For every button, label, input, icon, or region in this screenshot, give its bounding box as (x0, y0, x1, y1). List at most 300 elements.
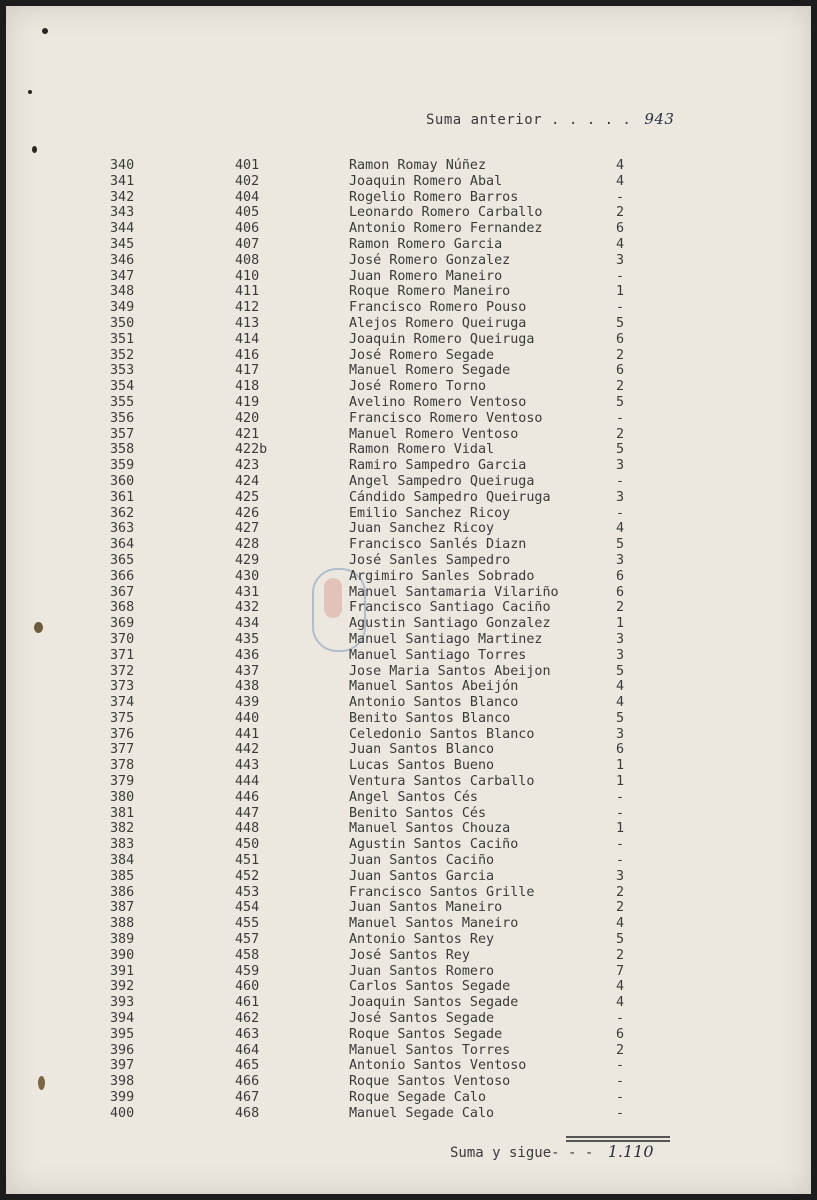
total-underline (566, 1136, 670, 1138)
count-value: - (616, 837, 625, 853)
row-number: 351 (110, 331, 135, 347)
row-number: 367 (110, 584, 135, 600)
table-row (6, 474, 811, 490)
count-value: 5 (616, 442, 625, 458)
row-number: 384 (110, 853, 135, 869)
entry-number: 459 (235, 963, 260, 979)
count-value: 4 (616, 236, 625, 252)
table-row (6, 1106, 811, 1122)
count-value: 5 (616, 394, 625, 410)
document-page (6, 6, 811, 1194)
table-row (6, 1058, 811, 1074)
entry-number: 436 (235, 647, 260, 663)
entry-number: 418 (235, 379, 260, 395)
count-value: 5 (616, 537, 625, 553)
table-row (6, 774, 811, 790)
person-name: Francisco Santiago Caciño (349, 600, 551, 616)
person-name: Joaquin Romero Abal (349, 173, 503, 189)
row-number: 364 (110, 537, 135, 553)
count-value: 4 (616, 916, 625, 932)
person-name: Roque Santos Ventoso (349, 1074, 511, 1090)
person-name: Avelino Romero Ventoso (349, 394, 527, 410)
person-name: Antonio Santos Ventoso (349, 1058, 527, 1074)
row-number: 395 (110, 1026, 135, 1042)
row-number: 363 (110, 521, 135, 537)
table-row (6, 948, 811, 964)
person-name: Manuel Santos Abeijón (349, 679, 519, 695)
count-value: 2 (616, 205, 625, 221)
count-value: - (616, 268, 625, 284)
entry-number: 402 (235, 173, 260, 189)
count-value: 4 (616, 521, 625, 537)
row-number: 369 (110, 616, 135, 632)
count-value: - (616, 805, 625, 821)
table-row (6, 979, 811, 995)
row-number: 390 (110, 947, 135, 963)
row-number: 366 (110, 568, 135, 584)
table-row (6, 553, 811, 569)
table-row (6, 1027, 811, 1043)
entry-number: 421 (235, 426, 260, 442)
entry-number: 446 (235, 789, 260, 805)
entry-number: 424 (235, 473, 260, 489)
table-row (6, 790, 811, 806)
entry-number: 427 (235, 521, 260, 537)
person-name: Manuel Santos Chouza (349, 821, 511, 837)
count-value: - (616, 300, 625, 316)
person-name: Francisco Romero Ventoso (349, 410, 543, 426)
row-number: 360 (110, 473, 135, 489)
entry-number: 430 (235, 568, 260, 584)
table-row (6, 174, 811, 190)
count-value: - (616, 1011, 625, 1027)
count-value: 3 (616, 252, 625, 268)
previous-sum-value: 943 (644, 110, 675, 128)
table-row (6, 853, 811, 869)
person-name: Manuel Santos Torres (349, 1042, 511, 1058)
table-row (6, 632, 811, 648)
person-name: Juan Romero Maneiro (349, 268, 503, 284)
person-name: Manuel Santiago Torres (349, 647, 527, 663)
register-list (6, 158, 811, 1122)
row-number: 345 (110, 236, 135, 252)
entry-number: 435 (235, 631, 260, 647)
count-value: - (616, 789, 625, 805)
person-name: Manuel Romero Segade (349, 363, 511, 379)
count-value: 2 (616, 379, 625, 395)
row-number: 359 (110, 458, 135, 474)
person-name: Agustin Santos Caciño (349, 837, 519, 853)
table-row (6, 190, 811, 206)
table-row (6, 585, 811, 601)
table-row (6, 237, 811, 253)
count-value: - (616, 1105, 625, 1121)
count-value: 6 (616, 1026, 625, 1042)
table-row (6, 269, 811, 285)
row-number: 376 (110, 726, 135, 742)
count-value: - (616, 505, 625, 521)
row-number: 349 (110, 300, 135, 316)
entry-number: 468 (235, 1105, 260, 1121)
entry-number: 404 (235, 189, 260, 205)
entry-number: 437 (235, 663, 260, 679)
count-value: 6 (616, 363, 625, 379)
row-number: 368 (110, 600, 135, 616)
row-number: 346 (110, 252, 135, 268)
table-row (6, 300, 811, 316)
row-number: 377 (110, 742, 135, 758)
entry-number: 466 (235, 1074, 260, 1090)
count-value: - (616, 189, 625, 205)
person-name: Ramon Romero Garcia (349, 236, 503, 252)
person-name: Manuel Santamaria Vilariño (349, 584, 559, 600)
table-row (6, 679, 811, 695)
table-row (6, 995, 811, 1011)
row-number: 381 (110, 805, 135, 821)
person-name: Ramon Romay Núñez (349, 158, 487, 173)
table-row (6, 664, 811, 680)
person-name: Francisco Romero Pouso (349, 300, 527, 316)
entry-number: 444 (235, 774, 260, 790)
row-number: 362 (110, 505, 135, 521)
table-row (6, 616, 811, 632)
table-row (6, 379, 811, 395)
row-number: 396 (110, 1042, 135, 1058)
entry-number: 452 (235, 868, 260, 884)
entry-number: 457 (235, 932, 260, 948)
count-value: 1 (616, 284, 625, 300)
person-name: Antonio Romero Fernandez (349, 221, 543, 237)
table-row (6, 521, 811, 537)
person-name: Agustin Santiago Gonzalez (349, 616, 551, 632)
table-row (6, 1011, 811, 1027)
count-value: - (616, 1058, 625, 1074)
entry-number: 413 (235, 315, 260, 331)
table-row (6, 964, 811, 980)
row-number: 340 (110, 158, 135, 173)
row-number: 383 (110, 837, 135, 853)
person-name: Juan Santos Maneiro (349, 900, 503, 916)
entry-number: 465 (235, 1058, 260, 1074)
entry-number: 461 (235, 995, 260, 1011)
table-row (6, 205, 811, 221)
entry-number: 453 (235, 884, 260, 900)
person-name: José Sanles Sampedro (349, 552, 511, 568)
entry-number: 423 (235, 458, 260, 474)
table-row (6, 363, 811, 379)
person-name: Ramiro Sampedro Garcia (349, 458, 527, 474)
person-name: Joaquin Romero Queiruga (349, 331, 535, 347)
entry-number: 448 (235, 821, 260, 837)
person-name: Argimiro Sanles Sobrado (349, 568, 535, 584)
person-name: Manuel Segade Calo (349, 1105, 495, 1121)
row-number: 392 (110, 979, 135, 995)
person-name: Antonio Santos Rey (349, 932, 495, 948)
entry-number: 414 (235, 331, 260, 347)
row-number: 394 (110, 1011, 135, 1027)
entry-number: 438 (235, 679, 260, 695)
row-number: 382 (110, 821, 135, 837)
person-name: Juan Santos Romero (349, 963, 495, 979)
table-row (6, 648, 811, 664)
entry-number: 447 (235, 805, 260, 821)
person-name: Joaquin Santos Segade (349, 995, 519, 1011)
count-value: 2 (616, 426, 625, 442)
person-name: Manuel Romero Ventoso (349, 426, 519, 442)
person-name: Manuel Santiago Martinez (349, 631, 543, 647)
person-name: Angel Santos Cés (349, 789, 478, 805)
table-row (6, 221, 811, 237)
person-name: Juan Santos Garcia (349, 868, 495, 884)
row-number: 400 (110, 1105, 135, 1121)
person-name: José Romero Gonzalez (349, 252, 511, 268)
entry-number: 455 (235, 916, 260, 932)
person-name: Juan Santos Blanco (349, 742, 495, 758)
table-row (6, 742, 811, 758)
count-value: 7 (616, 963, 625, 979)
table-row (6, 1043, 811, 1059)
table-row (6, 900, 811, 916)
table-row (6, 427, 811, 443)
row-number: 352 (110, 347, 135, 363)
entry-number: 419 (235, 394, 260, 410)
table-row (6, 1090, 811, 1106)
count-value: - (616, 1074, 625, 1090)
previous-sum-label: Suma anterior . . . . . (426, 112, 632, 128)
count-value: 4 (616, 158, 625, 173)
person-name: Roque Segade Calo (349, 1090, 487, 1106)
person-name: Celedonio Santos Blanco (349, 726, 535, 742)
person-name: Francisco Sanlés Diazn (349, 537, 527, 553)
row-number: 391 (110, 963, 135, 979)
table-row (6, 284, 811, 300)
person-name: Benito Santos Cés (349, 805, 487, 821)
table-row (6, 442, 811, 458)
row-number: 347 (110, 268, 135, 284)
count-value: - (616, 853, 625, 869)
person-name: José Santos Rey (349, 947, 470, 963)
running-total-value: 1.110 (607, 1142, 654, 1161)
person-name: Cándido Sampedro Queiruga (349, 489, 551, 505)
row-number: 356 (110, 410, 135, 426)
table-row (6, 348, 811, 364)
entry-number: 405 (235, 205, 260, 221)
row-number: 361 (110, 489, 135, 505)
entry-number: 451 (235, 853, 260, 869)
person-name: Alejos Romero Queiruga (349, 315, 527, 331)
entry-number: 458 (235, 947, 260, 963)
running-total (450, 1142, 654, 1161)
person-name: José Romero Torno (349, 379, 487, 395)
count-value: 2 (616, 600, 625, 616)
count-value: 6 (616, 331, 625, 347)
table-row (6, 837, 811, 853)
table-row (6, 869, 811, 885)
count-value: 2 (616, 347, 625, 363)
count-value: 3 (616, 726, 625, 742)
row-number: 398 (110, 1074, 135, 1090)
table-row (6, 1074, 811, 1090)
entry-number: 416 (235, 347, 260, 363)
person-name: Antonio Santos Blanco (349, 695, 519, 711)
entry-number: 401 (235, 158, 260, 173)
row-number: 386 (110, 884, 135, 900)
row-number: 385 (110, 868, 135, 884)
table-row (6, 316, 811, 332)
entry-number: 426 (235, 505, 260, 521)
row-number: 393 (110, 995, 135, 1011)
person-name: Benito Santos Blanco (349, 710, 511, 726)
person-name: Juan Sanchez Ricoy (349, 521, 495, 537)
count-value: 4 (616, 979, 625, 995)
row-number: 397 (110, 1058, 135, 1074)
count-value: 3 (616, 647, 625, 663)
row-number: 387 (110, 900, 135, 916)
row-number: 370 (110, 631, 135, 647)
count-value: 4 (616, 679, 625, 695)
entry-number: 439 (235, 695, 260, 711)
count-value: 5 (616, 663, 625, 679)
table-row (6, 569, 811, 585)
person-name: Carlos Santos Segade (349, 979, 511, 995)
count-value: 3 (616, 868, 625, 884)
table-row (6, 806, 811, 822)
person-name: Juan Santos Caciño (349, 853, 495, 869)
row-number: 344 (110, 221, 135, 237)
row-number: 379 (110, 774, 135, 790)
entry-number: 431 (235, 584, 260, 600)
count-value: 5 (616, 315, 625, 331)
row-number: 399 (110, 1090, 135, 1106)
row-number: 388 (110, 916, 135, 932)
row-number: 354 (110, 379, 135, 395)
entry-number: 428 (235, 537, 260, 553)
row-number: 365 (110, 552, 135, 568)
table-row (6, 458, 811, 474)
count-value: 4 (616, 173, 625, 189)
table-row (6, 916, 811, 932)
person-name: José Santos Segade (349, 1011, 495, 1027)
table-row (6, 332, 811, 348)
row-number: 341 (110, 173, 135, 189)
person-name: Angel Sampedro Queiruga (349, 473, 535, 489)
row-number: 371 (110, 647, 135, 663)
entry-number: 440 (235, 710, 260, 726)
count-value: 1 (616, 758, 625, 774)
row-number: 378 (110, 758, 135, 774)
count-value: 3 (616, 631, 625, 647)
table-row (6, 537, 811, 553)
entry-number: 407 (235, 236, 260, 252)
count-value: 3 (616, 552, 625, 568)
person-name: Rogelio Romero Barros (349, 189, 519, 205)
table-row (6, 600, 811, 616)
count-value: 6 (616, 584, 625, 600)
row-number: 348 (110, 284, 135, 300)
table-row (6, 727, 811, 743)
count-value: 6 (616, 742, 625, 758)
count-value: 5 (616, 710, 625, 726)
entry-number: 408 (235, 252, 260, 268)
count-value: 2 (616, 900, 625, 916)
count-value: 2 (616, 947, 625, 963)
entry-number: 443 (235, 758, 260, 774)
entry-number: 434 (235, 616, 260, 632)
person-name: Francisco Santos Grille (349, 884, 535, 900)
row-number: 357 (110, 426, 135, 442)
entry-number: 463 (235, 1026, 260, 1042)
count-value: - (616, 410, 625, 426)
row-number: 343 (110, 205, 135, 221)
row-number: 372 (110, 663, 135, 679)
count-value: 3 (616, 458, 625, 474)
entry-number: 450 (235, 837, 260, 853)
entry-number: 420 (235, 410, 260, 426)
running-total-label: Suma y sigue- - - (450, 1145, 594, 1161)
count-value: 3 (616, 489, 625, 505)
person-name: José Romero Segade (349, 347, 495, 363)
person-name: Roque Santos Segade (349, 1026, 503, 1042)
row-number: 389 (110, 932, 135, 948)
count-value: 1 (616, 616, 625, 632)
entry-number: 467 (235, 1090, 260, 1106)
row-number: 374 (110, 695, 135, 711)
entry-number: 412 (235, 300, 260, 316)
entry-number: 406 (235, 221, 260, 237)
person-name: Jose Maria Santos Abeijon (349, 663, 551, 679)
entry-number: 460 (235, 979, 260, 995)
count-value: 1 (616, 774, 625, 790)
row-number: 380 (110, 789, 135, 805)
entry-number: 429 (235, 552, 260, 568)
table-row (6, 711, 811, 727)
count-value: 4 (616, 995, 625, 1011)
entry-number: 410 (235, 268, 260, 284)
count-value: 1 (616, 821, 625, 837)
entry-number: 432 (235, 600, 260, 616)
entry-number: 454 (235, 900, 260, 916)
person-name: Ramon Romero Vidal (349, 442, 495, 458)
entry-number: 441 (235, 726, 260, 742)
entry-number: 411 (235, 284, 260, 300)
entry-number: 422b (235, 442, 268, 458)
person-name: Ventura Santos Carballo (349, 774, 535, 790)
entry-number: 442 (235, 742, 260, 758)
entry-number: 462 (235, 1011, 260, 1027)
count-value: - (616, 473, 625, 489)
table-row (6, 158, 811, 174)
table-row (6, 253, 811, 269)
row-number: 350 (110, 315, 135, 331)
table-row (6, 758, 811, 774)
previous-sum (426, 110, 674, 128)
count-value: 4 (616, 695, 625, 711)
person-name: Lucas Santos Bueno (349, 758, 495, 774)
row-number: 353 (110, 363, 135, 379)
count-value: 5 (616, 932, 625, 948)
table-row (6, 885, 811, 901)
table-row (6, 821, 811, 837)
count-value: 6 (616, 221, 625, 237)
person-name: Manuel Santos Maneiro (349, 916, 519, 932)
row-number: 355 (110, 394, 135, 410)
row-number: 373 (110, 679, 135, 695)
row-number: 375 (110, 710, 135, 726)
person-name: Roque Romero Maneiro (349, 284, 511, 300)
entry-number: 464 (235, 1042, 260, 1058)
count-value: 2 (616, 1042, 625, 1058)
person-name: Leonardo Romero Carballo (349, 205, 543, 221)
